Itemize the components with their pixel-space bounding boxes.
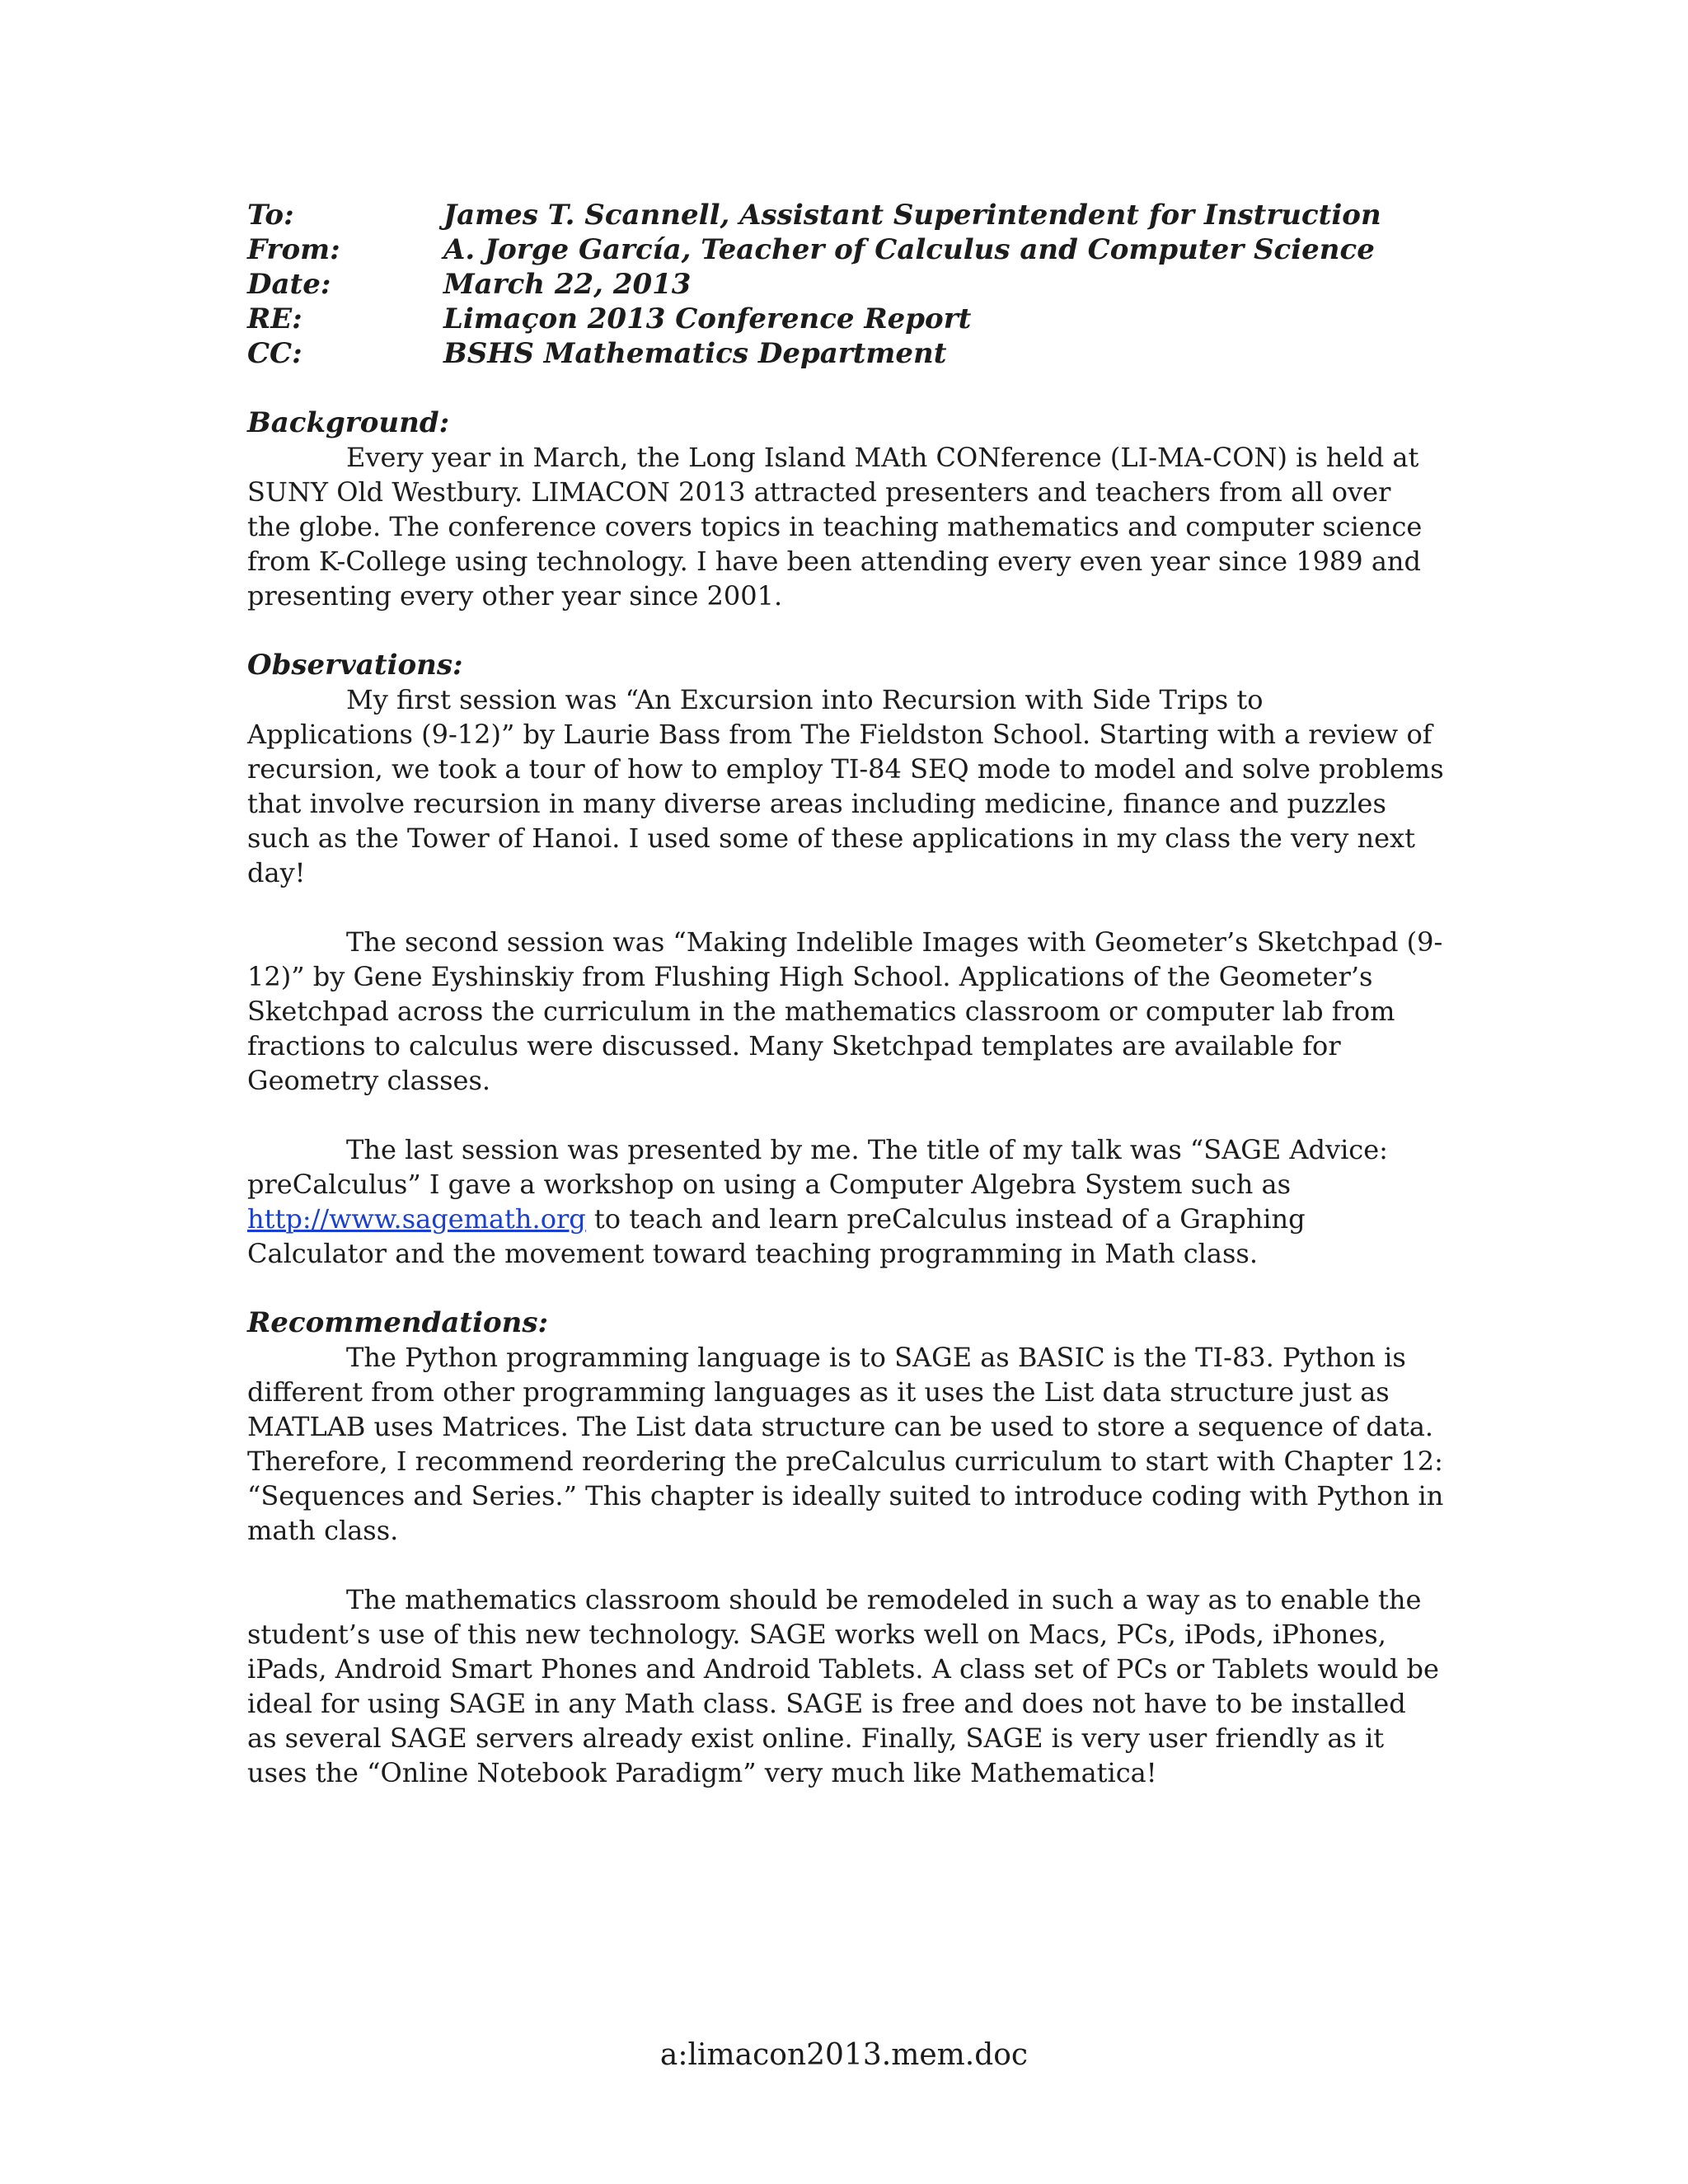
text-line: The mathematics classroom should be remodeled in such a way as to enable the	[346, 1584, 1422, 1615]
memo-cc-label: CC:	[247, 337, 302, 370]
text-line: the globe. The conference covers topics in teaching mathematics and computer science	[247, 511, 1423, 542]
observations-paragraph-3	[247, 1132, 1434, 1271]
memo-header	[247, 198, 1442, 371]
memo-from-value: A. Jorge García, Teacher of Calculus and Computer Science	[443, 233, 1375, 266]
observations-heading: Observations:	[247, 649, 463, 682]
text-line: student’s use of this new technology. SAGE works well on Macs, PCs, iPods, iPhones,	[247, 1619, 1386, 1650]
observations-paragraph-2	[247, 925, 1443, 1098]
sagemath-link[interactable]: http://www.sagemath.org	[247, 1203, 586, 1235]
text-line: math class.	[247, 1515, 399, 1546]
memo-re-label: RE:	[247, 302, 302, 335]
text-line: The second session was “Making Indelible Images with Geometer’s Sketchpad (9-	[346, 926, 1443, 958]
memo-date-label: Date:	[247, 268, 331, 301]
memo-to-row	[247, 198, 1442, 232]
text-line: preCalculus” I gave a workshop on using a Computer Algebra System such as	[247, 1169, 1291, 1200]
recommendations-section	[247, 1305, 1444, 1790]
text-line: The last session was presented by me. The title of my talk was “SAGE Advice:	[346, 1134, 1388, 1165]
footer-filename: a:limacon2013.mem.doc	[659, 2038, 1029, 2072]
memo-cc-row	[247, 336, 1442, 371]
text-line: Therefore, I recommend reordering the preCalculus curriculum to start with Chapter 12:	[247, 1446, 1443, 1477]
memo-re-row	[247, 302, 1442, 336]
text-line: SUNY Old Westbury. LIMACON 2013 attracted presenters and teachers from all over	[247, 476, 1391, 508]
background-paragraph	[247, 440, 1434, 613]
memo-to-label: To:	[247, 199, 294, 232]
background-heading: Background:	[247, 406, 450, 439]
text-line: as several SAGE servers already exist online. Finally, SAGE is very user friendly as it	[247, 1722, 1385, 1754]
memo-re-value: Limaçon 2013 Conference Report	[443, 302, 972, 335]
text-line: Geometry classes.	[247, 1065, 491, 1096]
background-section	[247, 405, 1434, 613]
observations-section	[247, 648, 1444, 1271]
text-line: recursion, we took a tour of how to employ TI-84 SEQ mode to model and solve problems	[247, 753, 1444, 785]
text-line: Applications (9-12)” by Laurie Bass from The Fieldston School. Starting with a review of	[247, 719, 1432, 750]
recommendations-paragraph-1	[247, 1340, 1444, 1548]
text-line: such as the Tower of Hanoi. I used some of these applications in my class the very next	[247, 823, 1415, 854]
text-line: different from other programming languages as it uses the List data structure just as	[247, 1376, 1390, 1408]
text-line	[247, 1202, 1434, 1236]
text-line: “Sequences and Series.” This chapter is ideally suited to introduce coding with Python in	[247, 1480, 1444, 1511]
text-line: presenting every other year since 2001.	[247, 580, 783, 612]
text-line: uses the “Online Notebook Paradigm” very much like Mathematica!	[247, 1757, 1157, 1788]
memo-from-row	[247, 232, 1442, 267]
text-line: The Python programming language is to SAGE as BASIC is the TI-83. Python is	[346, 1342, 1406, 1373]
memo-from-label: From:	[247, 233, 340, 266]
text-line: from K-College using technology. I have been attending every even year since 1989 and	[247, 546, 1421, 577]
memo-cc-value: BSHS Mathematics Department	[443, 337, 947, 370]
text-line: 12)” by Gene Eyshinskiy from Flushing High School. Applications of the Geometer’s	[247, 961, 1373, 992]
memo-date-value: March 22, 2013	[443, 268, 692, 301]
text-line: MATLAB uses Matrices. The List data structure can be used to store a sequence of data.	[247, 1411, 1434, 1442]
recommendations-paragraph-2	[247, 1582, 1439, 1790]
text-line: iPads, Android Smart Phones and Android Tablets. A class set of PCs or Tablets would be	[247, 1653, 1439, 1685]
text-line: ideal for using SAGE in any Math class. SAGE is free and does not have to be installed	[247, 1688, 1406, 1719]
observations-paragraph-1	[247, 682, 1444, 890]
text-line: that involve recursion in many diverse areas including medicine, finance and puzzles	[247, 788, 1386, 819]
text-line: day!	[247, 857, 306, 888]
text-fragment: to teach and learn preCalculus instead of a Graphing	[585, 1203, 1306, 1235]
text-line: Sketchpad across the curriculum in the mathematics classroom or computer lab from	[247, 996, 1395, 1027]
memo-to-value: James T. Scannell, Assistant Superintendent for Instruction	[443, 199, 1381, 232]
text-line: Every year in March, the Long Island MAth CONference (LI-MA-CON) is held at	[346, 442, 1419, 473]
memo-date-row	[247, 267, 1442, 302]
text-line: My first session was “An Excursion into Recursion with Side Trips to	[346, 684, 1264, 715]
text-line: fractions to calculus were discussed. Many Sketchpad templates are available for	[247, 1030, 1341, 1062]
text-line: Calculator and the movement toward teaching programming in Math class.	[247, 1238, 1258, 1269]
recommendations-heading: Recommendations:	[247, 1306, 549, 1339]
